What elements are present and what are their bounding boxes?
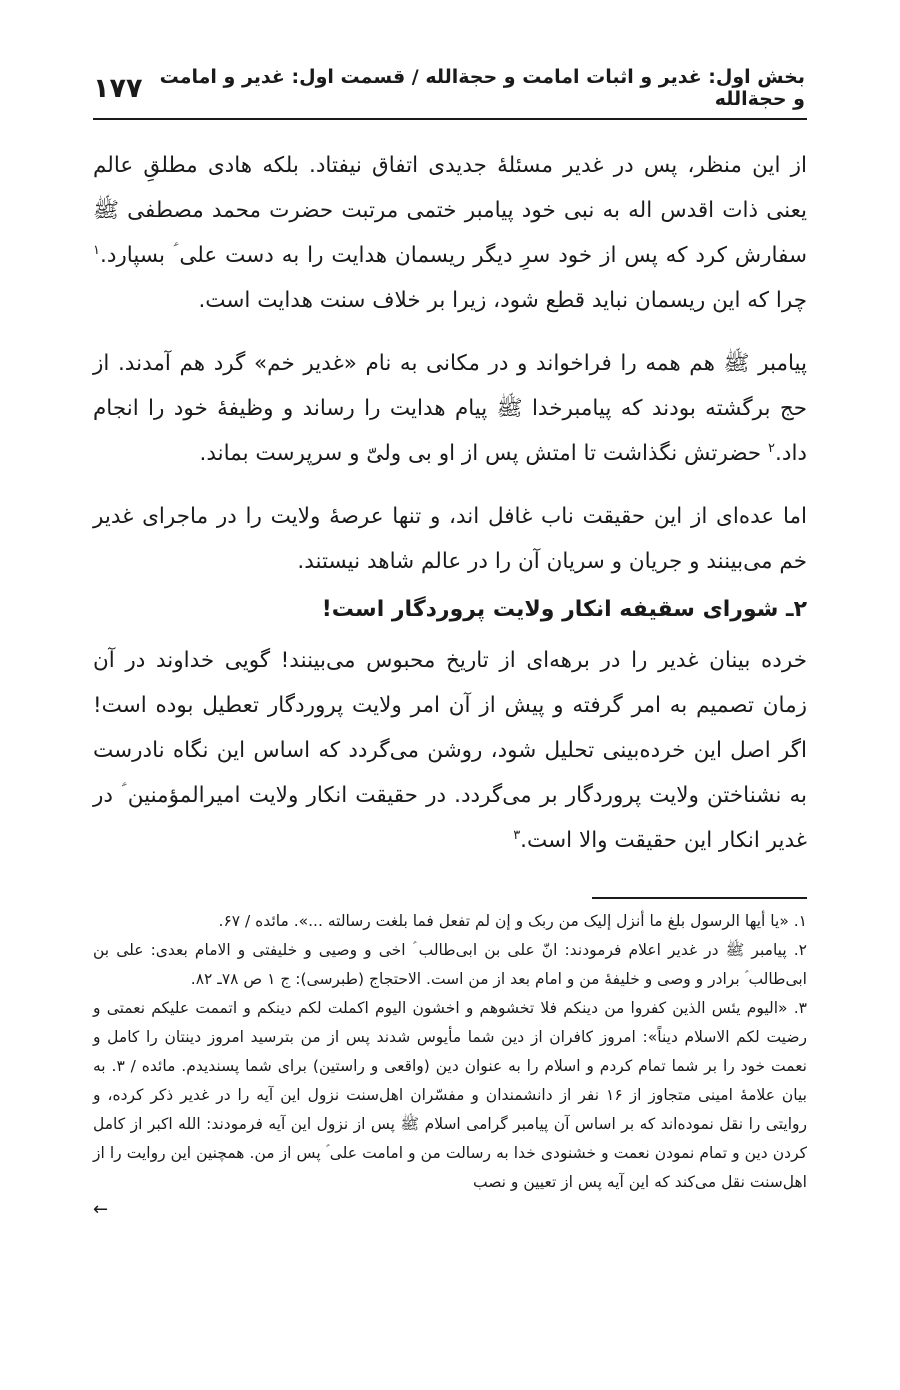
footnote-ref-3[interactable]: ۳: [513, 827, 521, 843]
header-divider: [93, 118, 807, 120]
paragraph-4: [93, 638, 807, 863]
paragraph-2-text-end: حضرتش نگذاشت تا امتش پس از او بی ولیّ و سرپرست بماند.: [199, 441, 769, 466]
footnote-3: ۳. «الیوم یئس الذین کفروا من دینکم فلا تخشوهم و اخشون الیوم اکملت لکم دینکم و اتممت علیکم نعمتی و رضیت لکم الاسلام دیناً»: امروز کافران از دین شما مأیوس شدند پس از من بترسید امروز دینتان را کامل و نعمت خود را بر شما تمام کردم و اسلام را به عنوان دین (واقعی و راستین) برای شما پسندیدم. مائده / ۳. به بیان علامۀ امینی متجاوز از ۱۶ نفر از دانشمندان و مفسّران اهل‌سنت نزول این آیه را در غدیر ذکر کرده، و روایتی را نقل نموده‌اند که بر اساس آن پیامبر گرامی اسلام ﷺ پس از نزول این آیه فرمودند: الله اکبر از کامل کردن دین و تمام نمودن نعمت و خشنودی خدا به رسالت من و امامت علی ؑ پس از من. همچنین این روایت را از اهل‌سنت نقل می‌کند که این آیه پس از تعیین و نصب: [93, 999, 807, 1191]
footnote-1: ۱. «یا أیها الرسول بلغ ما أنزل إلیک من ربک و إن لم تفعل فما بلغت رسالته ...». مائده / ۶۷.: [218, 912, 807, 930]
running-head: [93, 66, 805, 110]
footnote-ref-2[interactable]: ۲: [768, 440, 776, 456]
paragraph-1: [93, 143, 807, 323]
footnotes: [93, 907, 807, 1223]
footnote-2: ۲. پیامبر ﷺ در غدیر اعلام فرمودند: انّ علی بن ابی‌طالب ؑ اخی و وصیی و خلیفتی و الامام بعدی: علی بن ابی‌طالب ؑ برادر و وصی و خلیفۀ من و امام بعد از من است. الاحتجاج (طبرسی): ج ۱ ص ۷۸ـ ۸۲.: [93, 941, 807, 988]
running-title: بخش اول: غدیر و اثبات امامت و حجةالله / قسمت اول: غدیر و امامت و حجةالله: [159, 66, 805, 110]
section-heading: ۲ـ شورای سقیفه انکار ولایت پروردگار است!: [321, 597, 807, 622]
page-number: ۱۷۷: [93, 72, 143, 104]
main-text: [93, 143, 807, 881]
footnote-divider: [592, 897, 807, 899]
paragraph-2: [93, 341, 807, 476]
paragraph-1-text-end: چرا که این ریسمان نباید قطع شود، زیرا بر خلاف سنت هدایت است.: [198, 288, 807, 313]
footnote-ref-1[interactable]: ۱: [93, 242, 100, 258]
paragraph-3: اما عده‌ای از این حقیقت ناب غافل اند، و تنها عرصۀ ولایت را در ماجرای غدیر خم می‌بینند و جریان و سریان آن را در عالم شاهد نیستند.: [93, 504, 807, 574]
paragraph-4-text: خرده بینان غدیر را در برهه‌ای از تاریخ محبوس می‌بینند! گویی خداوند در آن زمان تصمیم به امر گرفته و پیش از آن امر ولایت پروردگار تعطیل بوده است! اگر اصل این خرده‌بینی تحلیل شود، روشن می‌گردد که اساس این نگاه نادرست به نشناختن ولایت پروردگار بر می‌گردد. در حقیقت انکار ولایت امیرالمؤمنین ؑ در غدیر انکار این حقیقت والا است.: [93, 648, 807, 853]
continue-arrow-icon: ←: [93, 1199, 109, 1220]
paragraph-2-text: پیامبر ﷺ هم همه را فراخواند و در مکانی به نام «غدیر خم» گرد هم آمدند. از حج برگشته بودند که پیامبرخدا ﷺ پیام هدایت را رساند و وظیفۀ خود را انجام داد.: [93, 351, 807, 466]
paragraph-1-text: از این منظر، پس در غدیر مسئلۀ جدیدی اتفاق نیفتاد. بلکه هادی مطلقِ عالم یعنی ذات اقدس اله به نبی خود پیامبر ختمی مرتبت حضرت محمد مصطفی ﷺ سفارش کرد که پس از خود سرِ دیگر ریسمان هدایت را به دست علی ؑ بسپارد.: [93, 153, 807, 268]
